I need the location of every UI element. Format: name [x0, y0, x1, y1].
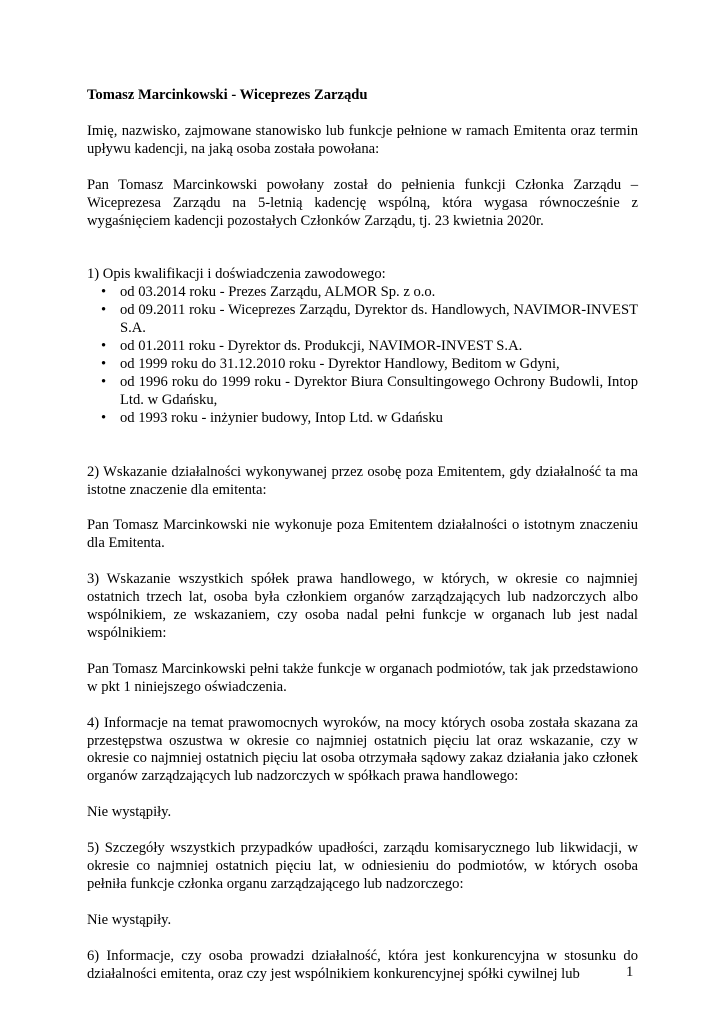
- list-item: • od 03.2014 roku - Prezes Zarządu, ALMOR Sp. z o.o.: [120, 284, 638, 302]
- section3-question: 3) Wskazanie wszystkich spółek prawa handlowego, w których, w okresie co najmniej ostatnich trzech lat, osoba była członkiem organów zarządzających lub nadzorczych albo wspólnikiem, ze wskazaniem, czy osoba nadal pełni funkcje w organach lub jest nadal wspólnikiem:: [87, 571, 638, 641]
- list-item: • od 1993 roku - inżynier budowy, Intop Ltd. w Gdańsku: [120, 410, 638, 428]
- section4-answer: Nie wystąpiły.: [87, 804, 172, 821]
- intro-question: Imię, nazwisko, zajmowane stanowisko lub funkcje pełnione w ramach Emitenta oraz termin upływu kadencji, na jaką osoba została powołana:: [87, 122, 638, 157]
- list-item: • od 1999 roku do 31.12.2010 roku - Dyrektor Handlowy, Beditom w Gdyni,: [120, 356, 638, 374]
- page-number: 1: [626, 964, 634, 980]
- document-page: [87, 87, 638, 984]
- document-title: Tomasz Marcinkowski - Wiceprezes Zarządu: [87, 87, 368, 103]
- section5-answer: Nie wystąpiły.: [87, 911, 172, 928]
- list-item: • od 1996 roku do 1999 roku - Dyrektor Biura Consultingowego Ochrony Budowli, Intop Ltd. w Gdańsku,: [120, 374, 638, 410]
- section4-question: 4) Informacje na temat prawomocnych wyroków, na mocy których osoba została skazana za przestępstwa oszustwa w okresie co najmniej ostatnich pięciu lat oraz wskazanie, czy w okresie co najmniej ostatnich pięciu lat osoba otrzymała sądowy zakaz działania jako członek organów zarządzających lub nadzorczych w spółkach prawa handlowego:: [87, 714, 638, 785]
- intro-answer: Pan Tomasz Marcinkowski powołany został do pełnienia funkcji Członka Zarządu – Wiceprezesa Zarządu na 5-letnią kadencję wspólną, która wygasa równocześnie z wygaśnięciem kadencji pozostałych Członków Zarządu, tj. 23 kwietnia 2020r.: [87, 176, 638, 229]
- section5-question: 5) Szczegóły wszystkich przypadków upadłości, zarządu komisarycznego lub likwidacji, w okresie co najmniej ostatnich pięciu lat, w odniesieniu do podmiotów, w których osoba pełniła funkcje członka organu zarządzającego lub nadzorczego:: [87, 840, 638, 892]
- list-item: • od 09.2011 roku - Wiceprezes Zarządu, Dyrektor ds. Handlowych, NAVIMOR-INVEST S.A.: [120, 302, 638, 338]
- section3-answer: Pan Tomasz Marcinkowski pełni także funkcje w organach podmiotów, tak jak przedstawiono w pkt 1 niniejszego oświadczenia.: [87, 660, 638, 695]
- experience-list: [87, 284, 638, 427]
- section6-question: 6) Informacje, czy osoba prowadzi działalność, która jest konkurencyjna w stosunku do działalności emitenta, oraz czy jest wspólnikiem konkurencyjnej spółki cywilnej lub: [87, 947, 638, 982]
- section2-question: 2) Wskazanie działalności wykonywanej przez osobę poza Emitentem, gdy działalność ta ma istotne znaczenie dla emitenta:: [87, 463, 638, 498]
- section2-answer: Pan Tomasz Marcinkowski nie wykonuje poza Emitentem działalności o istotnym znaczeniu dla Emitenta.: [87, 517, 638, 552]
- list-item: • od 01.2011 roku - Dyrektor ds. Produkcji, NAVIMOR-INVEST S.A.: [120, 338, 638, 356]
- section1-heading: 1) Opis kwalifikacji i doświadczenia zawodowego:: [87, 266, 386, 283]
